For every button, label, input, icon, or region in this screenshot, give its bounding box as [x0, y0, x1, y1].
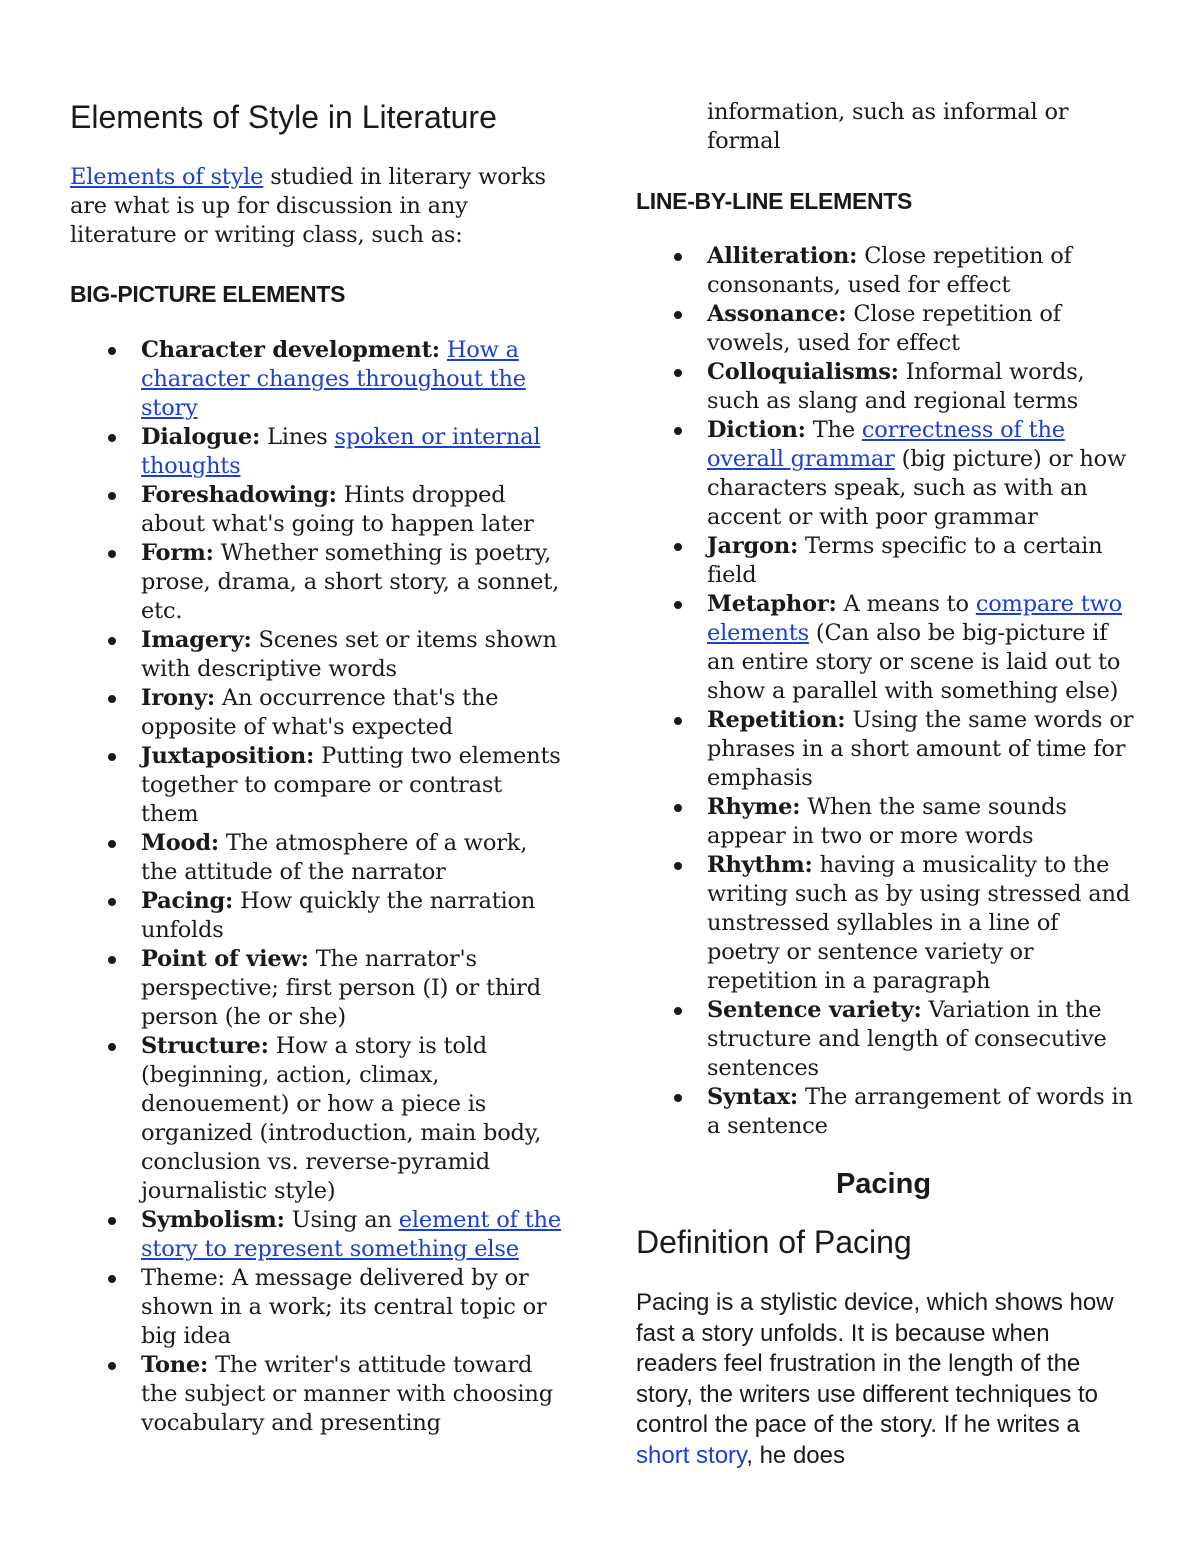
- item-term: Jargon:: [707, 533, 799, 559]
- list-item: [636, 851, 1136, 996]
- intro-paragraph: [70, 163, 560, 250]
- item-term: Tone:: [141, 1352, 209, 1378]
- definition-after-text: , he does: [746, 1441, 845, 1469]
- list-item: [70, 336, 565, 423]
- item-link[interactable]: element of the story to represent something else: [141, 1207, 561, 1262]
- list-item: [636, 793, 1136, 851]
- item-term: Character development:: [141, 337, 440, 363]
- big-picture-list: [70, 336, 565, 1438]
- item-term: Syntax:: [707, 1084, 798, 1110]
- item-text: The arrangement of words in a sentence: [707, 1084, 1133, 1139]
- item-term: Irony:: [141, 685, 215, 711]
- item-term: Form:: [141, 540, 214, 566]
- intro-text: studied in literary works are what is up for discussion in any literature or writing class, such as:: [70, 164, 546, 248]
- item-text: How quickly the narration unfolds: [141, 888, 536, 943]
- item-term: Repetition:: [707, 707, 846, 733]
- list-item: [70, 539, 565, 626]
- item-text: The narrator's perspective; first person (I) or third person (he or she): [141, 946, 541, 1030]
- item-text: Informal words, such as slang and regional terms: [707, 359, 1085, 414]
- item-term: Colloquialisms:: [707, 359, 899, 385]
- item-text: Close repetition of consonants, used for effect: [707, 243, 1072, 298]
- list-item: [70, 481, 565, 539]
- list-item: [636, 1083, 1136, 1141]
- item-text: Close repetition of vowels, used for effect: [707, 301, 1061, 356]
- list-item: [636, 358, 1136, 416]
- item-term: Dialogue:: [141, 424, 261, 450]
- item-term: Mood:: [141, 830, 219, 856]
- definition-heading: Definition of Pacing: [636, 1224, 912, 1260]
- item-text: When the same sounds appear in two or more words: [707, 794, 1067, 849]
- item-term: Diction:: [707, 417, 806, 443]
- continued-text: information, such as informal or formal: [707, 99, 1069, 154]
- item-after-text: (big picture) or how characters speak, such as with an accent or with poor grammar: [707, 446, 1127, 530]
- item-text: A means to: [843, 591, 976, 617]
- item-link[interactable]: compare two elements: [707, 591, 1122, 646]
- item-term: Structure:: [141, 1033, 269, 1059]
- item-link[interactable]: spoken or internal thoughts: [141, 424, 541, 479]
- item-term: Rhythm:: [707, 852, 813, 878]
- short-story-link[interactable]: short story: [636, 1441, 747, 1469]
- item-text: Terms specific to a certain field: [707, 533, 1103, 588]
- item-term: Assonance:: [707, 301, 847, 327]
- item-term: Juxtaposition:: [141, 743, 315, 769]
- definition-text: Pacing is a stylistic device, which shows how fast a story unfolds. It is because when readers feel frustration in the length of the story, the writers use different techniques to control the pace of the story. If he writes a: [636, 1289, 1114, 1439]
- list-item: [636, 242, 1136, 300]
- list-item: [70, 1206, 565, 1264]
- list-item: [70, 684, 565, 742]
- item-term: Symbolism:: [141, 1207, 285, 1233]
- list-item: [636, 706, 1136, 793]
- item-text: The: [812, 417, 862, 443]
- elements-of-style-link[interactable]: Elements of style: [70, 164, 264, 190]
- list-item: [70, 423, 565, 481]
- definition-paragraph: [636, 1288, 1136, 1472]
- item-text: Putting two elements together to compare or contrast them: [141, 743, 561, 827]
- list-item: [636, 996, 1136, 1083]
- item-term: Metaphor:: [707, 591, 837, 617]
- item-after-text: (Can also be big-picture if an entire story or scene is laid out to show a parallel with something else): [707, 620, 1121, 704]
- item-text: Using the same words or phrases in a short amount of time for emphasis: [707, 707, 1134, 791]
- list-item: [70, 829, 565, 887]
- list-item: [70, 626, 565, 684]
- list-item: [70, 742, 565, 829]
- item-text: having a musicality to the writing such as by using stressed and unstressed syllables in a line of poetry or sentence variety or repetition in a paragraph: [707, 852, 1130, 994]
- list-item: [70, 887, 565, 945]
- item-term: Rhyme:: [707, 794, 801, 820]
- item-term: Sentence variety:: [707, 997, 922, 1023]
- list-item: [636, 416, 1136, 532]
- item-text: The writer's attitude toward the subject or manner with choosing vocabulary and presenting: [141, 1352, 553, 1436]
- list-item: [636, 532, 1136, 590]
- item-text: Theme: A message delivered by or shown in a work; its central topic or big idea: [141, 1265, 547, 1349]
- item-text: How a story is told (beginning, action, climax, denouement) or how a piece is organized (introduction, main body, conclusion vs. reverse-pyramid journalistic style): [141, 1033, 542, 1204]
- big-picture-heading: BIG-PICTURE ELEMENTS: [70, 281, 346, 307]
- line-by-line-list: [636, 242, 1136, 1141]
- list-item: [636, 590, 1136, 706]
- document-title: Elements of Style in Literature: [70, 99, 497, 135]
- list-item: [70, 1032, 565, 1206]
- item-link[interactable]: How a character changes throughout the story: [141, 337, 526, 421]
- item-text: An occurrence that's the opposite of what's expected: [141, 685, 499, 740]
- item-text: Using an: [291, 1207, 399, 1233]
- list-item: [70, 1351, 565, 1438]
- item-term: Imagery:: [141, 627, 252, 653]
- item-text: Lines: [267, 424, 335, 450]
- item-text: Scenes set or items shown with descriptive words: [141, 627, 557, 682]
- item-text: Whether something is poetry, prose, drama, a short story, a sonnet, etc.: [141, 540, 560, 624]
- item-link[interactable]: correctness of the overall grammar: [707, 417, 1065, 472]
- list-item: [70, 945, 565, 1032]
- item-term: Point of view:: [141, 946, 309, 972]
- item-term: Pacing:: [141, 888, 234, 914]
- item-term: Alliteration:: [707, 243, 858, 269]
- list-item: [636, 300, 1136, 358]
- list-item: [70, 1264, 565, 1351]
- item-text: The atmosphere of a work, the attitude of the narrator: [141, 830, 528, 885]
- item-text: Variation in the structure and length of consecutive sentences: [707, 997, 1107, 1081]
- item-text: Hints dropped about what's going to happen later: [141, 482, 534, 537]
- line-by-line-heading: LINE-BY-LINE ELEMENTS: [636, 188, 913, 214]
- pacing-heading: Pacing: [835, 1168, 932, 1200]
- item-term: Foreshadowing:: [141, 482, 337, 508]
